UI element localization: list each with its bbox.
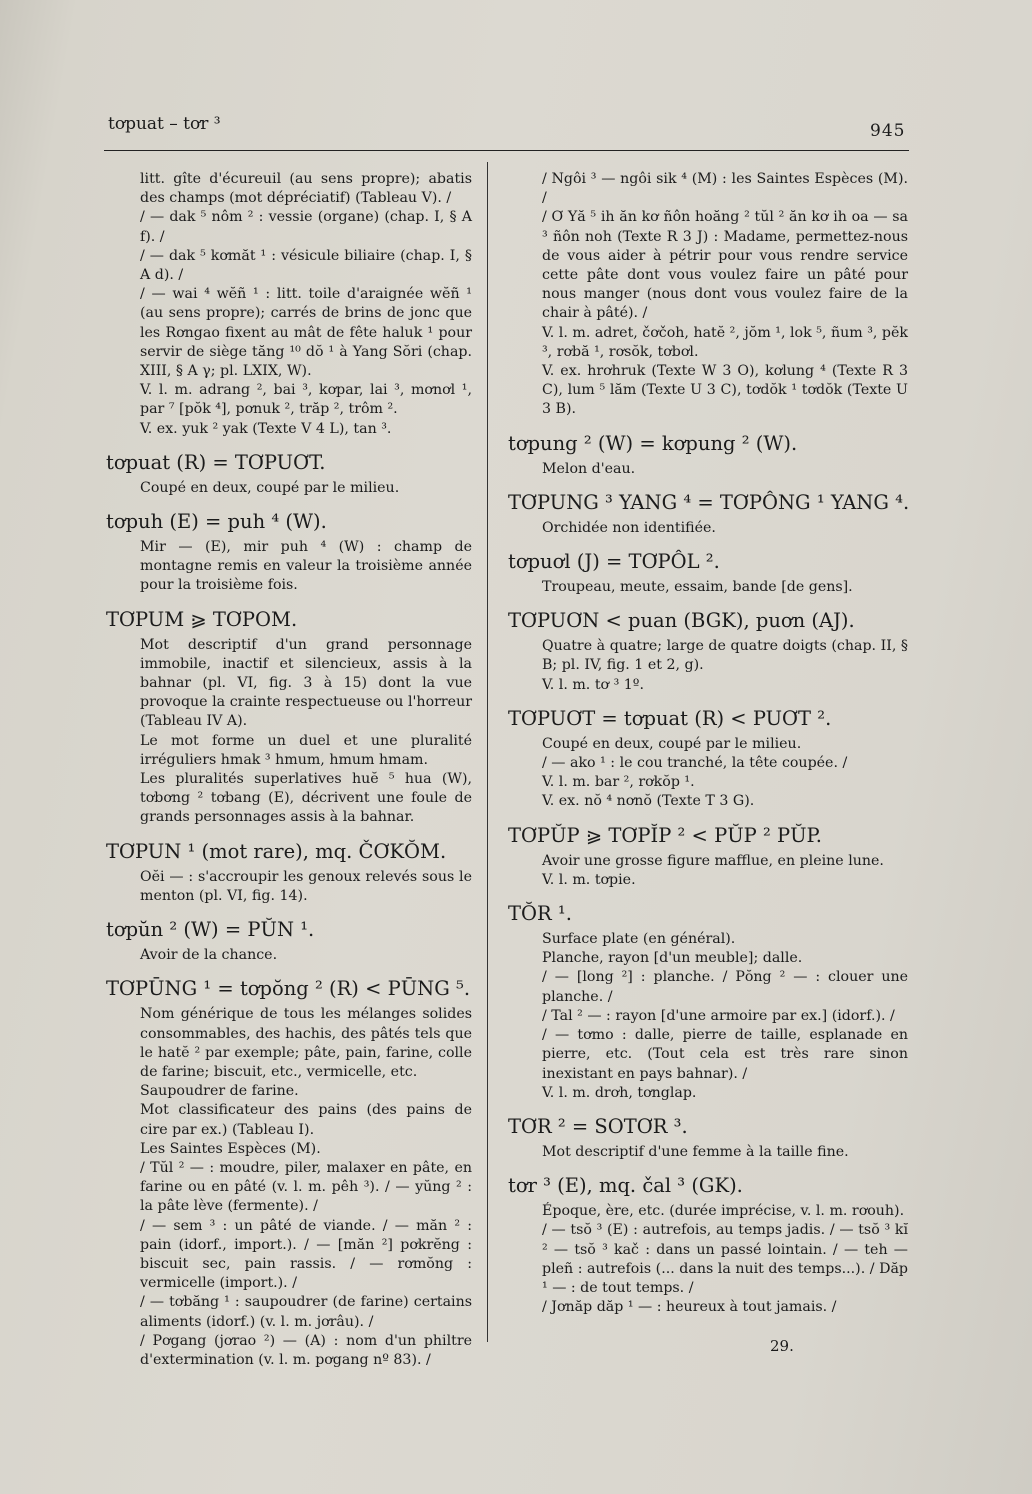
page-number: 945 <box>870 121 906 141</box>
entry-line: V. l. m. adret, čơčoh, hatĕ ², jŏm ¹, lok ⁵, ñum ³, pĕk ³, rơbă ¹, rơsŏk, tơbơl. <box>542 324 908 360</box>
entry-body <box>508 519 908 538</box>
dictionary-entry <box>508 824 908 890</box>
dictionary-entry <box>508 707 908 812</box>
signature-number: 29. <box>770 1337 794 1355</box>
entry-line: Planche, rayon [d'un meuble]; dalle. <box>542 950 803 967</box>
headword: TƠPŪNG ¹ = tơpŏng ² (R) < PŪNG ⁵. <box>106 977 471 1001</box>
entry-line: V. ex. hrơhruk (Texte W 3 O), kơlung ⁴ (Texte R 3 C), lum ⁵ lăm (Texte U 3 C), tơdŏk ¹ tơdŏk (Texte U 3 B). <box>542 363 908 418</box>
entry-line: Oĕi — : s'accroupir les genoux relevés sous le menton (pl. VI, fig. 14). <box>140 868 472 904</box>
continued-entry <box>106 170 472 439</box>
left-column <box>106 170 472 1370</box>
entry-line: Le mot forme un duel et une pluralité irréguliers hmak ³ hmum, hmum hmam. <box>140 732 472 768</box>
entry-body <box>508 735 908 812</box>
headword: tơpŭn ² (W) = PŬN ¹. <box>106 918 315 942</box>
entry-line: V. l. m. tơpie. <box>542 871 636 888</box>
entry-line: / Ơ Yă ⁵ ih ăn kơ ñôn hoăng ² tŭl ² ăn kơ ih oa — sa ³ ñôn noh (Texte R 3 J) : Madame, permettez-nous de vous aider à pétrir pour vous rendre service cette pâte dont vous voulez faire un pâté pour nous manger (nous dont vous voulez faire de la chair à pâté). / <box>542 209 908 322</box>
entry-body <box>106 1005 472 1370</box>
entry-line: litt. gîte d'écureuil (au sens propre); abatis des champs (mot dépréciatif) (Tableau V). / <box>140 171 472 207</box>
entry-line: Mir — (E), mir puh ⁴ (W) : champ de montagne remis en valeur la troisième année pour la troisième fois. <box>140 539 472 594</box>
entry-line: V. l. m. drơh, tơnglap. <box>542 1084 697 1101</box>
entry-body <box>106 538 472 596</box>
entry-body <box>508 1202 908 1317</box>
entry-line: Mot descriptif d'une femme à la taille fine. <box>542 1143 849 1160</box>
dictionary-entry <box>508 1174 908 1317</box>
dictionary-entry <box>508 491 908 538</box>
entry-body <box>106 479 472 498</box>
headword: TƠPŬP ⪀ TƠPĬP ² < PŬP ² PŬP. <box>508 823 822 847</box>
headword: tơpuh (E) = puh ⁴ (W). <box>106 510 327 534</box>
entry-body <box>106 946 472 965</box>
entry-body <box>508 637 908 695</box>
dictionary-entry <box>508 432 908 479</box>
entry-body <box>508 852 908 890</box>
entry-line: Troupeau, meute, essaim, bande [de gens]. <box>542 579 853 596</box>
headword: TƠPUƠN < puan (BGK), puơn (AJ). <box>508 609 855 633</box>
entry-body <box>106 636 472 828</box>
entry-body <box>106 868 472 906</box>
entry-line: Saupoudrer de farine. <box>140 1083 299 1100</box>
entry-line: / — [long ²] : planche. / Pŏng ² — : clouer une planche. / <box>542 969 908 1005</box>
entry-line: Coupé en deux, coupé par le milieu. <box>542 735 802 752</box>
headword: tơpuơl (J) = TƠPÔL ². <box>508 550 720 574</box>
dictionary-entry <box>106 510 472 596</box>
entry-line: / Pơgang (jơrao ²) — (A) : nom d'un philtre d'extermination (v. l. m. pơgang nº 83). / <box>140 1332 472 1368</box>
entry-line: / — tơmo : dalle, pierre de taille, esplanade en pierre, etc. (Tout cela est très rare sinon inexistant en pays bahnar). / <box>542 1027 908 1082</box>
entry-line: Les pluralités superlatives huĕ ⁵ hua (W), tơbơng ² tơbang (E), décrivent une foule de grands personnages assis à la bahnar. <box>140 771 472 826</box>
headword: TƠPUN ¹ (mot rare), mq. ČƠKŎM. <box>106 839 447 863</box>
entry-body <box>508 930 908 1103</box>
headword: TƠPUNG ³ YANG ⁴ = TƠPÔNG ¹ YANG ⁴. <box>508 490 910 514</box>
dictionary-entry <box>106 918 472 965</box>
running-head: tơpuat – tơr ³ <box>108 114 221 134</box>
entry-line: Nom générique de tous les mélanges solides consommables, des hachis, des pâtés tels que le hatĕ ² par exemple; pâte, pain, farine, colle de farine; biscuit, etc., vermicelle, etc. <box>140 1006 472 1080</box>
entry-line: Orchidée non identifiée. <box>542 519 716 536</box>
entry-line: / — wai ⁴ wĕñ ¹ : litt. toile d'araignée wĕñ ¹ (au sens propre); carrés de brins de jonc que les Rơngao fixent au mât de fête haluk ¹ pour servir de siège tăng ¹⁰ dŏ ¹ à Yang Sŏri (chap. XIII, § A γ; pl. LXIX, W). <box>140 286 472 380</box>
headword: tơpung ² (W) = kơpung ² (W). <box>508 431 798 455</box>
dictionary-entry <box>508 550 908 597</box>
header-rule <box>104 150 909 151</box>
entry-line: Melon d'eau. <box>542 460 636 477</box>
entry-line: V. ex. nŏ ⁴ nơnŏ (Texte T 3 G). <box>542 793 755 810</box>
headword: TŎR ¹. <box>508 902 572 926</box>
dictionary-entry <box>508 1115 908 1162</box>
right-column <box>508 170 908 1317</box>
continued-entry <box>508 170 908 420</box>
entry-line: Les Saintes Espèces (M). <box>140 1140 321 1157</box>
dictionary-entry <box>106 608 472 828</box>
entry-line: / — sem ³ : un pâté de viande. / — măn ² : pain (idorf., import.). / — [măn ²] pơkrĕng : biscuit sec, pain rassis. / — rơmŏng : vermicelle (import.). / <box>140 1217 472 1292</box>
entry-line: Mot descriptif d'un grand personnage immobile, inactif et silencieux, assis à la bahnar (pl. VI, fig. 3 à 15) dont la vue provoque la crainte respectueuse ou l'horreur (Tableau IV A). <box>140 636 472 730</box>
column-divider <box>487 162 488 1342</box>
entry-line: / — dak ⁵ kơmăt ¹ : vésicule biliaire (chap. I, § A d). / <box>140 247 472 284</box>
entry-line: / Tal ² — : rayon [d'une armoire par ex.] (idorf.). / <box>542 1007 895 1024</box>
dictionary-entry <box>106 451 472 498</box>
entry-body <box>508 1143 908 1162</box>
entry-line: Quatre à quatre; large de quatre doigts (chap. II, § B; pl. IV, fig. 1 et 2, g). <box>542 638 908 674</box>
headword: tơr ³ (E), mq. čal ³ (GK). <box>508 1174 743 1198</box>
entry-line: Mot classificateur des pains (des pains de cire par ex.) (Tableau I). <box>140 1102 472 1138</box>
entry-line: / — ako ¹ : le cou tranché, la tête coupée. / <box>542 755 848 772</box>
entry-line: / Tŭl ² — : moudre, piler, malaxer en pâte, en farine ou en pâté (v. l. m. pêh ³). / — yŭng ² : la pâte lève (fermente). / <box>140 1159 472 1215</box>
entry-line: / Jơnăp dăp ¹ — : heureux à tout jamais. / <box>542 1299 837 1316</box>
dictionary-entry <box>508 902 908 1103</box>
entry-line: Surface plate (en général). <box>542 931 736 948</box>
headword: tơpuat (R) = TƠPUƠT. <box>106 450 326 474</box>
dictionary-entry <box>508 609 908 695</box>
entry-line: V. l. m. adrang ², bai ³, kơpar, lai ³, mơnơl ¹, par ⁷ [pŏk ⁴], pơnuk ², trăp ², trôm ². <box>140 382 472 418</box>
entry-line: / — dak ⁵ nôm ² : vessie (organe) (chap. I, § A f). / <box>140 209 472 245</box>
entry-line: Avoir une grosse figure mafflue, en pleine lune. <box>542 852 884 869</box>
entry-line: / — tsŏ ³ (E) : autrefois, au temps jadis. / — tsŏ ³ kĭ ² — tsŏ ³ kač : dans un passé lointain. / — teh — pleñ : autrefois (... dans la nuit des temps...). / Dăp ¹ — : de tout temps. / <box>542 1222 908 1296</box>
headword: TƠR ² = SOTƠR ³. <box>508 1114 688 1138</box>
entry-line: / — tơbăng ¹ : saupoudrer (de farine) certains aliments (idorf.) (v. l. m. jơrâu). / <box>140 1294 472 1330</box>
entry-body <box>508 460 908 479</box>
dictionary-entry <box>106 977 472 1370</box>
dictionary-entry <box>106 840 472 906</box>
entry-line: V. l. m. tơ ³ 1º. <box>542 676 644 693</box>
headword: TƠPUM ⪀ TƠPOM. <box>106 607 298 631</box>
entry-line: V. l. m. bar ², rơkŏp ¹. <box>542 774 695 791</box>
entry-line: V. ex. yuk ² yak (Texte V 4 L), tan ³. <box>140 420 392 437</box>
entry-line: Coupé en deux, coupé par le milieu. <box>140 479 400 496</box>
entry-line: Époque, ère, etc. (durée imprécise, v. l. m. rơouh). <box>542 1203 905 1220</box>
entry-body <box>508 578 908 597</box>
headword: TƠPUƠT = tơpuat (R) < PUƠT ². <box>508 706 832 730</box>
entry-line: Avoir de la chance. <box>140 947 278 964</box>
entry-line: / Ngôi ³ — ngôi sik ⁴ (M) : les Saintes Espèces (M). / <box>542 171 908 207</box>
